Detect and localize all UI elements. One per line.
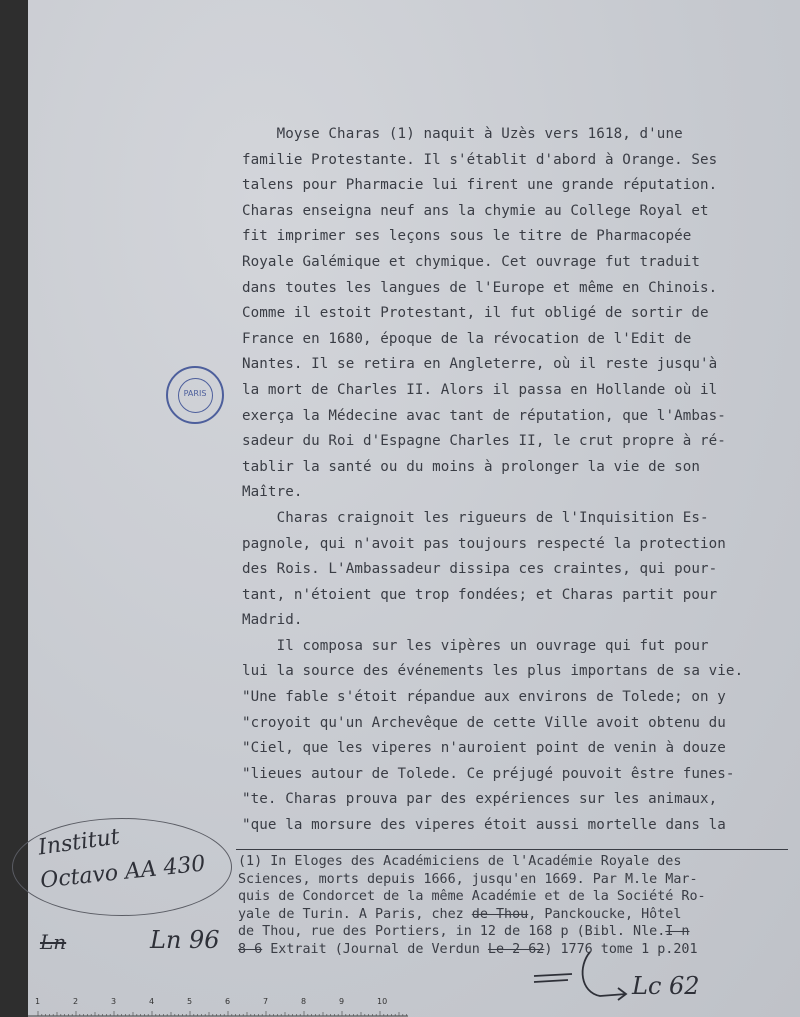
text-line: tant, n'étoient que trop fondées; et Charas partit pour [242, 586, 718, 603]
scale-ruler [28, 998, 408, 1017]
text-line: sadeur du Roi d'Espagne Charles II, le crut propre à ré- [242, 433, 726, 450]
typed-text-body [242, 122, 798, 839]
footnote-line: quis de Condorcet de la même Académie et de la Société Ro- [238, 889, 706, 905]
footnote-text: , Panckoucke, Hôtel [528, 906, 682, 922]
ruler-label: 3 [111, 998, 117, 1006]
footnote-text: de Thou, rue des Portiers, in 12 de 168 p (Bibl. Nle. [238, 924, 666, 940]
footnote-text: Extrait (Journal de Verdun [262, 941, 488, 957]
struck-text: 8 6 [238, 941, 263, 957]
struck-text: Le 2 62 [487, 941, 545, 957]
text-line: Moyse Charas (1) naquit à Uzès vers 1618, d'une [242, 126, 683, 142]
handwritten-struck-mark: Ln [40, 930, 67, 954]
ruler-label: 5 [187, 998, 193, 1006]
text-line: des Rois. L'Ambassadeur dissipa ces craintes, qui pour- [242, 561, 718, 578]
text-line: exerça la Médecine avac tant de réputation, que l'Ambas- [242, 407, 726, 424]
footnote-line [238, 923, 798, 941]
text-line: fit imprimer ses leçons sous le titre de Pharmacopée [242, 228, 692, 245]
text-line: pagnole, qui n'avoit pas toujours respecté la protection [242, 535, 726, 552]
text-line: Comme il estoit Protestant, il fut obligé de sortir de [242, 305, 709, 322]
ruler-label: 6 [225, 998, 231, 1006]
footnote-text: yale de Turin. A Paris, chez [238, 906, 472, 922]
text-line: lui la source des événements les plus importans de sa vie. [242, 663, 744, 680]
footnote [238, 853, 798, 959]
text-line: Charas enseigna neuf ans la chymie au College Royal et [242, 202, 709, 219]
handwritten-ln: Ln 96 [150, 926, 220, 954]
footnote-line [238, 941, 798, 959]
text-line: familie Protestante. Il s'établit d'abord à Orange. Ses [242, 151, 718, 168]
text-line: "que la morsure des viperes étoit aussi mortelle dans la [242, 817, 726, 834]
footnote-line: Sciences, morts depuis 1666, jusqu'en 1669. Par M.le Mar- [238, 871, 698, 887]
ruler-label: 8 [301, 998, 307, 1006]
ruler-label: 4 [149, 998, 155, 1006]
text-line: talens pour Pharmacie lui firent une grande réputation. [242, 177, 718, 194]
handwritten-institut: Institut [36, 824, 122, 861]
footnote-line [238, 906, 798, 924]
text-line: Royale Galémique et chymique. Cet ouvrage fut traduit [242, 253, 701, 270]
text-line: "Une fable s'étoit répandue aux environs de Tolede; on y [242, 689, 726, 706]
ruler-label: 1 [35, 998, 41, 1006]
text-line: "lieues autour de Tolede. Ce préjugé pouvoit êstre funes- [242, 765, 735, 782]
text-line: Charas craignoit les rigueurs de l'Inquisition Es- [242, 509, 709, 526]
text-line: Madrid. [242, 612, 303, 629]
text-line: tablir la santé ou du moins à prolonger la vie de son [242, 458, 701, 475]
ruler-label: 9 [339, 998, 345, 1006]
handwritten-shelfmark: Octavo AA 430 [39, 851, 207, 894]
stamp-text: PARIS [183, 389, 207, 398]
text-line: "croyoit qu'un Archevêque de cette Ville avoit obtenu du [242, 714, 726, 731]
text-line: Maître. [242, 484, 303, 501]
text-line: "te. Charas prouva par des expériences sur les animaux, [242, 791, 718, 808]
footnote-line: (1) In Eloges des Académiciens de l'Académie Royale des [238, 854, 682, 869]
struck-text: I n [665, 924, 690, 940]
struck-text: de Thou [471, 906, 529, 922]
handwritten-arrow [528, 946, 638, 1002]
ruler-label: 10 [377, 998, 388, 1006]
text-line: dans toutes les langues de l'Europe et même en Chinois. [242, 279, 718, 296]
handwritten-lc: Lc 62 [632, 972, 700, 1000]
text-line: la mort de Charles II. Alors il passa en Hollande où il [242, 381, 718, 398]
ruler-label: 7 [263, 998, 269, 1006]
text-line: "Ciel, que les viperes n'auroient point de venin à douze [242, 740, 726, 757]
ruler-label: 2 [73, 998, 79, 1006]
library-stamp [166, 366, 224, 424]
text-line: Nantes. Il se retira en Angleterre, où il reste jusqu'à [242, 356, 718, 373]
text-line: Il composa sur les vipères un ouvrage qui fut pour [242, 637, 709, 654]
footnote-text: ) 1776 tome 1 p.201 [544, 941, 698, 957]
footnote-rule [236, 849, 788, 850]
text-line: France en 1680, époque de la révocation de l'Edit de [242, 330, 692, 347]
